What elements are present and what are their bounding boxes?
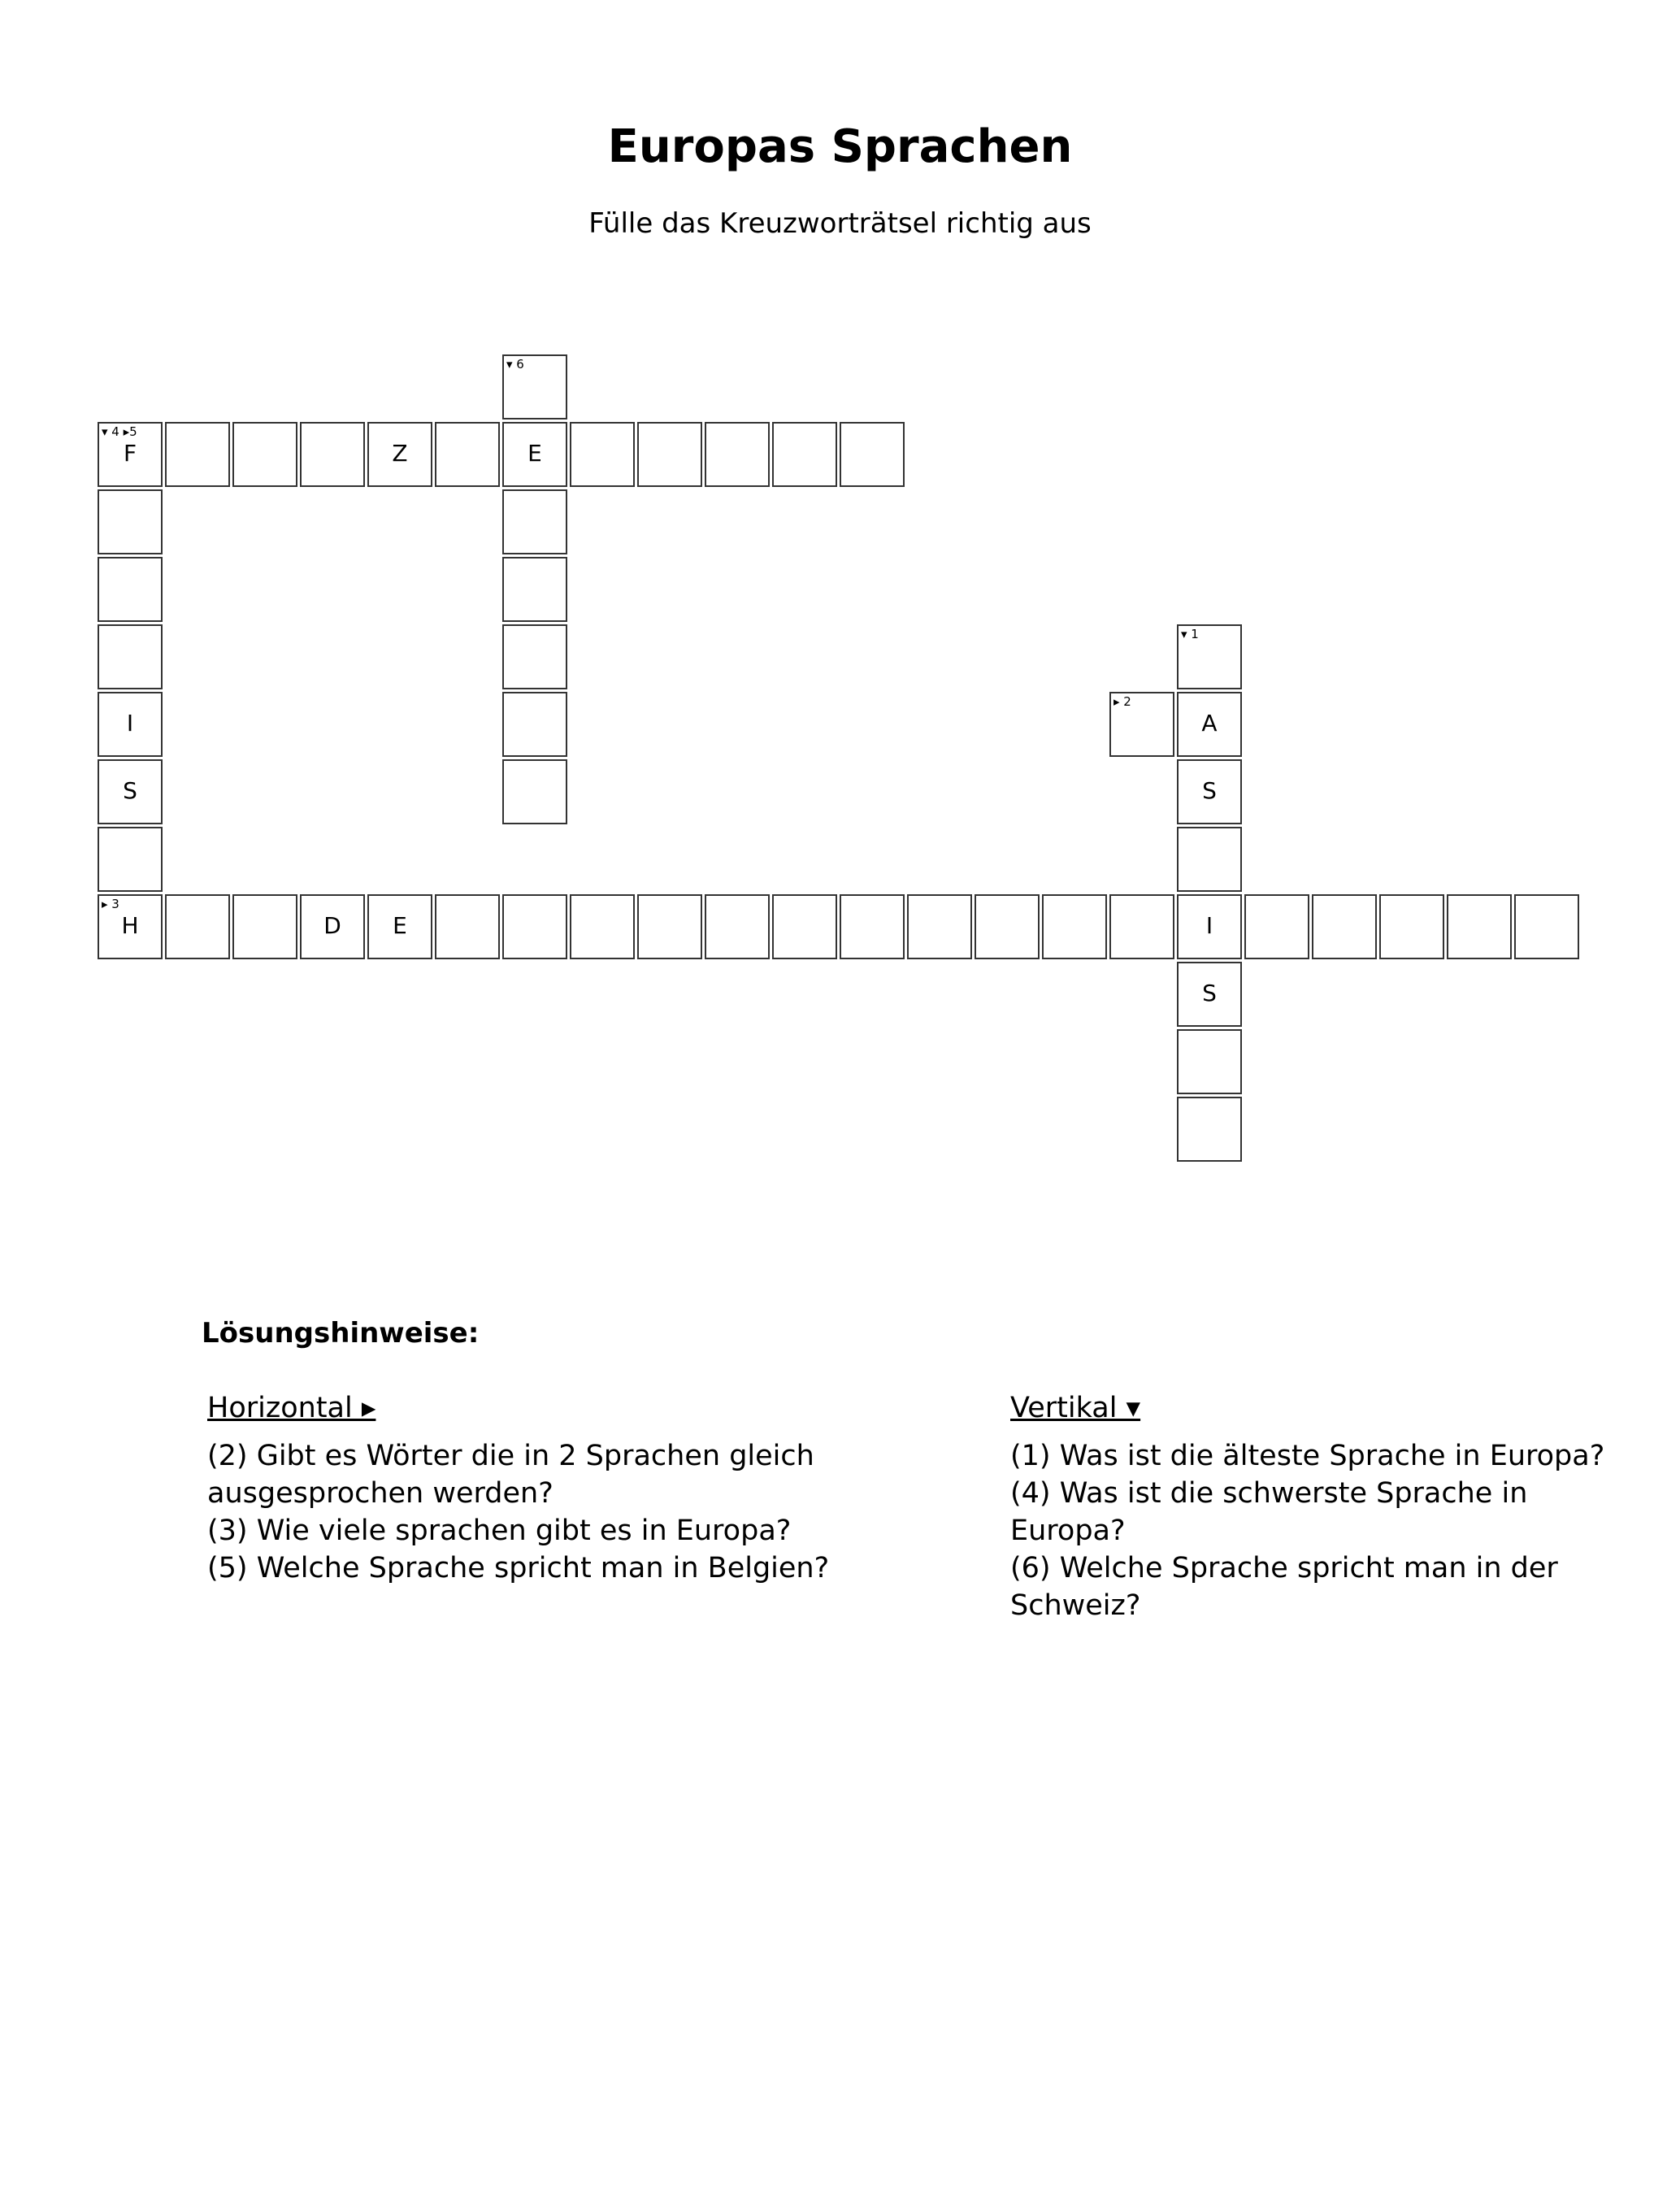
crossword-cell[interactable]: [502, 354, 567, 419]
crossword-cell[interactable]: [570, 422, 635, 487]
crossword-cell[interactable]: [98, 894, 163, 959]
clue-number-label: ▾ 4 ▸5: [102, 424, 137, 439]
crossword-cell[interactable]: [1447, 894, 1512, 959]
crossword-cell[interactable]: [98, 557, 163, 622]
given-letter: S: [1202, 980, 1217, 1006]
horizontal-clue: (2) Gibt es Wörter die in 2 Sprachen gleich ausgesprochen werden?: [207, 1440, 814, 1510]
crossword-cell[interactable]: [98, 489, 163, 554]
given-letter: E: [393, 912, 407, 939]
horizontal-clue-list: [207, 1437, 841, 1587]
vertical-clue-list: [1010, 1437, 1644, 1624]
given-letter: D: [323, 912, 341, 939]
crossword-cell[interactable]: [98, 692, 163, 757]
crossword-cell[interactable]: [1177, 759, 1242, 824]
crossword-cell[interactable]: [840, 894, 905, 959]
crossword-cell[interactable]: [975, 894, 1040, 959]
given-letter: A: [1201, 710, 1218, 737]
vertical-clue: (4) Was ist die schwerste Sprache in Europa?: [1010, 1477, 1528, 1547]
crossword-cell[interactable]: [907, 894, 972, 959]
crossword-cell[interactable]: [98, 759, 163, 824]
given-letter: I: [1205, 912, 1213, 939]
crossword-cell[interactable]: [502, 692, 567, 757]
crossword-cell[interactable]: [570, 894, 635, 959]
crossword-cell[interactable]: [1244, 894, 1309, 959]
crossword-cell[interactable]: [1177, 827, 1242, 892]
crossword-cell[interactable]: [1109, 894, 1174, 959]
crossword-cell[interactable]: [232, 422, 297, 487]
crossword-cell[interactable]: [502, 422, 567, 487]
crossword-cell[interactable]: [1177, 962, 1242, 1027]
crossword-cell[interactable]: [300, 422, 365, 487]
crossword-cell[interactable]: [1109, 692, 1174, 757]
crossword-cell[interactable]: [1312, 894, 1377, 959]
crossword-cell[interactable]: [502, 489, 567, 554]
crossword-cell[interactable]: [772, 422, 837, 487]
page-subtitle: Fülle das Kreuzworträtsel richtig aus: [588, 207, 1092, 240]
crossword-cell[interactable]: [1177, 894, 1242, 959]
clue-number-label: ▸ 2: [1113, 694, 1131, 709]
crossword-cell[interactable]: [165, 894, 230, 959]
crossword-cell[interactable]: [705, 894, 770, 959]
clue-number-label: ▸ 3: [102, 897, 119, 911]
crossword-cell[interactable]: [435, 422, 500, 487]
crossword-cell[interactable]: [772, 894, 837, 959]
crossword-cell[interactable]: [1514, 894, 1579, 959]
clue-number-label: ▾ 1: [1181, 627, 1199, 641]
crossword-cell[interactable]: [98, 422, 163, 487]
crossword-cell[interactable]: [637, 422, 702, 487]
given-letter: Z: [392, 440, 408, 467]
crossword-cell[interactable]: [502, 557, 567, 622]
crossword-cell[interactable]: [1177, 624, 1242, 689]
crossword-cell[interactable]: [435, 894, 500, 959]
clue-number-label: ▾ 6: [506, 357, 524, 372]
crossword-cell[interactable]: [1177, 692, 1242, 757]
given-letter: H: [121, 912, 139, 939]
crossword-cell[interactable]: [840, 422, 905, 487]
page-title: Europas Sprachen: [607, 120, 1073, 173]
vertical-clue: (6) Welche Sprache spricht man in der Schweiz?: [1010, 1552, 1558, 1622]
crossword-cell[interactable]: [502, 624, 567, 689]
crossword-cell[interactable]: [367, 894, 432, 959]
crossword-cell[interactable]: [1042, 894, 1107, 959]
crossword-cell[interactable]: [1379, 894, 1444, 959]
given-letter: F: [123, 440, 137, 467]
vertical-clue: (1) Was ist die älteste Sprache in Europa?: [1010, 1440, 1605, 1472]
horizontal-clue: (5) Welche Sprache spricht man in Belgien?: [207, 1552, 830, 1584]
crossword-cell[interactable]: [232, 894, 297, 959]
crossword-cell[interactable]: [300, 894, 365, 959]
horizontal-heading: Horizontal ▸: [207, 1392, 376, 1424]
hints-heading: Lösungshinweise:: [202, 1317, 480, 1350]
crossword-cell[interactable]: [502, 759, 567, 824]
vertical-heading: Vertikal ▾: [1010, 1392, 1141, 1424]
crossword-cell[interactable]: [165, 422, 230, 487]
given-letter: S: [123, 777, 137, 804]
crossword-cell[interactable]: [1177, 1097, 1242, 1162]
given-letter: S: [1202, 777, 1217, 804]
crossword-cell[interactable]: [637, 894, 702, 959]
given-letter: I: [126, 710, 134, 737]
given-letter: E: [527, 440, 542, 467]
crossword-cell[interactable]: [502, 894, 567, 959]
crossword-cell[interactable]: [705, 422, 770, 487]
crossword-cell[interactable]: [98, 827, 163, 892]
crossword-cell[interactable]: [367, 422, 432, 487]
crossword-cell[interactable]: [98, 624, 163, 689]
horizontal-clue: (3) Wie viele sprachen gibt es in Europa?: [207, 1515, 792, 1547]
crossword-cell[interactable]: [1177, 1029, 1242, 1094]
